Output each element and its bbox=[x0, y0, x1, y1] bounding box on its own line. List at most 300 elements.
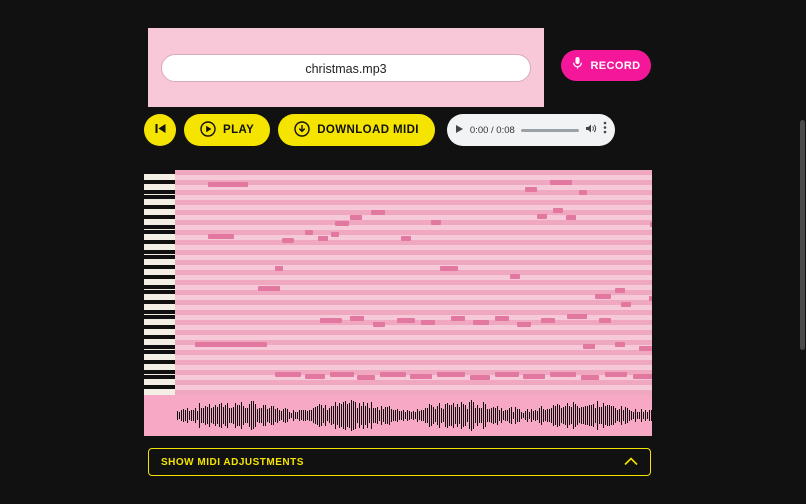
waveform-bar bbox=[221, 403, 222, 428]
waveform-bar bbox=[579, 408, 580, 423]
grid-row bbox=[175, 240, 652, 245]
kebab-menu-icon[interactable] bbox=[603, 121, 607, 139]
midi-note[interactable] bbox=[639, 346, 652, 351]
waveform-bar bbox=[433, 407, 434, 424]
waveform-bar bbox=[521, 412, 522, 420]
waveform-bar bbox=[479, 408, 480, 423]
midi-note[interactable] bbox=[275, 266, 283, 271]
waveform-bar bbox=[467, 409, 468, 423]
midi-note[interactable] bbox=[275, 372, 301, 377]
audio-time-display: 0:00 / 0:08 bbox=[469, 124, 515, 136]
piano-black-key[interactable] bbox=[144, 335, 175, 339]
waveform-bar bbox=[179, 412, 180, 420]
waveform-bar bbox=[389, 406, 390, 425]
waveform-bar bbox=[343, 402, 344, 429]
waveform-bar bbox=[385, 407, 386, 424]
page-scrollbar[interactable] bbox=[800, 120, 805, 350]
waveform-bar bbox=[195, 408, 196, 423]
download-circle-icon bbox=[294, 121, 310, 140]
waveform-bar bbox=[461, 402, 462, 430]
waveform-bar bbox=[505, 410, 506, 421]
midi-note[interactable] bbox=[525, 187, 537, 192]
piano-black-key[interactable] bbox=[144, 265, 175, 269]
piano-black-key[interactable] bbox=[144, 325, 175, 329]
waveform-bar bbox=[557, 404, 558, 427]
waveform-bar bbox=[213, 407, 214, 424]
waveform-bar bbox=[283, 409, 284, 423]
waveform-bar bbox=[543, 409, 544, 421]
play-button-label: PLAY bbox=[223, 124, 255, 136]
waveform-bar bbox=[205, 406, 206, 424]
waveform-bar bbox=[567, 403, 568, 429]
waveform-bar bbox=[507, 410, 508, 421]
waveform-bar bbox=[353, 401, 354, 431]
waveform-bar bbox=[181, 410, 182, 421]
midi-note[interactable] bbox=[282, 238, 294, 243]
midi-note[interactable] bbox=[650, 222, 652, 227]
waveform-bar bbox=[619, 409, 620, 421]
waveform-bar bbox=[237, 405, 238, 426]
waveform-bar bbox=[527, 409, 528, 422]
waveform-bar bbox=[539, 408, 540, 422]
waveform-bar bbox=[421, 410, 422, 421]
waveform-bar bbox=[569, 406, 570, 424]
waveform-bar bbox=[307, 411, 308, 419]
grid-row bbox=[175, 270, 652, 275]
waveform-bar bbox=[409, 411, 410, 421]
midi-note[interactable] bbox=[541, 318, 555, 323]
waveform-bar bbox=[369, 408, 370, 423]
midi-note[interactable] bbox=[581, 375, 599, 380]
piano-black-key[interactable] bbox=[144, 240, 175, 244]
waveform-display[interactable] bbox=[175, 395, 652, 436]
waveform-bar bbox=[231, 408, 232, 423]
grid-row bbox=[175, 300, 652, 305]
waveform-bar bbox=[275, 409, 276, 423]
chevron-up-icon bbox=[624, 453, 638, 471]
waveform-bar bbox=[471, 400, 472, 430]
waveform-bar bbox=[453, 403, 454, 428]
midi-note[interactable] bbox=[431, 220, 441, 225]
waveform-bar bbox=[639, 412, 640, 419]
waveform-bar bbox=[345, 401, 346, 430]
waveform-bar bbox=[609, 405, 610, 425]
midi-note[interactable] bbox=[350, 215, 362, 220]
waveform-bar bbox=[447, 403, 448, 428]
waveform-bar bbox=[509, 408, 510, 423]
waveform-bar bbox=[217, 407, 218, 424]
waveform-bar bbox=[265, 405, 266, 427]
waveform-bar bbox=[177, 411, 178, 421]
piano-roll[interactable] bbox=[144, 170, 652, 436]
grid-row bbox=[175, 350, 652, 355]
midi-note[interactable] bbox=[566, 215, 576, 220]
file-selection-bar bbox=[148, 28, 544, 107]
piano-black-key[interactable] bbox=[144, 290, 175, 294]
waveform-bar bbox=[597, 401, 598, 429]
waveform-bar bbox=[531, 409, 532, 422]
waveform-bar bbox=[375, 408, 376, 422]
audio-player[interactable] bbox=[447, 114, 615, 146]
piano-black-key[interactable] bbox=[144, 370, 175, 374]
waveform-bar bbox=[309, 410, 310, 420]
waveform-bar bbox=[497, 406, 498, 426]
waveform-bar bbox=[495, 408, 496, 422]
waveform-bar bbox=[281, 411, 282, 419]
waveform-bar bbox=[603, 403, 604, 428]
piano-keyboard[interactable] bbox=[144, 170, 175, 395]
waveform-bar bbox=[551, 408, 552, 423]
piano-black-key[interactable] bbox=[144, 225, 175, 229]
waveform-bar bbox=[329, 408, 330, 423]
waveform-bar bbox=[563, 407, 564, 424]
waveform-bar bbox=[297, 412, 298, 419]
restart-button[interactable] bbox=[144, 114, 176, 146]
waveform-bar bbox=[499, 410, 500, 421]
waveform-bar bbox=[455, 407, 456, 424]
waveform-bar bbox=[625, 407, 626, 424]
waveform-bar bbox=[595, 408, 596, 423]
audio-progress-slider[interactable] bbox=[521, 129, 579, 132]
waveform-bar bbox=[399, 411, 400, 419]
midi-note[interactable] bbox=[649, 296, 652, 301]
waveform-bar bbox=[373, 408, 374, 423]
piano-black-key[interactable] bbox=[144, 310, 175, 314]
waveform-bar bbox=[545, 410, 546, 420]
waveform-bar bbox=[397, 409, 398, 423]
midi-note[interactable] bbox=[615, 342, 625, 347]
midi-note[interactable] bbox=[599, 318, 611, 323]
midi-note[interactable] bbox=[258, 286, 280, 291]
show-midi-adjustments-label: SHOW MIDI ADJUSTMENTS bbox=[161, 456, 304, 468]
midi-note[interactable] bbox=[495, 316, 509, 321]
midi-note[interactable] bbox=[567, 314, 587, 319]
waveform-bar bbox=[415, 412, 416, 419]
waveform-bar bbox=[337, 406, 338, 426]
piano-black-key[interactable] bbox=[144, 345, 175, 349]
waveform-bar bbox=[361, 406, 362, 426]
waveform-bar bbox=[335, 402, 336, 429]
piano-black-key[interactable] bbox=[144, 300, 175, 304]
waveform-bar bbox=[295, 412, 296, 419]
midi-note[interactable] bbox=[357, 375, 375, 380]
waveform-bar bbox=[299, 410, 300, 421]
waveform-bar bbox=[635, 409, 636, 423]
waveform-bar bbox=[615, 408, 616, 422]
midi-note[interactable] bbox=[615, 288, 625, 293]
waveform-bar bbox=[547, 409, 548, 422]
midi-note[interactable] bbox=[633, 374, 652, 379]
waveform-bar bbox=[371, 402, 372, 428]
waveform-bar bbox=[381, 406, 382, 425]
waveform-bar bbox=[431, 405, 432, 426]
waveform-bar bbox=[441, 408, 442, 424]
waveform-bar bbox=[525, 411, 526, 419]
waveform-bar bbox=[519, 409, 520, 423]
show-midi-adjustments-button[interactable] bbox=[148, 448, 651, 476]
waveform-bar bbox=[649, 410, 650, 421]
keyboard-footer bbox=[144, 395, 175, 436]
waveform-bar bbox=[229, 408, 230, 423]
waveform-bar bbox=[241, 402, 242, 428]
waveform-bar bbox=[269, 408, 270, 423]
waveform-bar bbox=[185, 410, 186, 421]
waveform-bar bbox=[405, 412, 406, 418]
waveform-bar bbox=[301, 410, 302, 420]
midi-note[interactable] bbox=[553, 208, 563, 213]
piano-black-key[interactable] bbox=[144, 375, 175, 379]
midi-note[interactable] bbox=[523, 374, 545, 379]
waveform-bar bbox=[633, 412, 634, 419]
waveform-bar bbox=[187, 408, 188, 423]
waveform-bar bbox=[227, 403, 228, 429]
waveform-bar bbox=[351, 400, 352, 431]
midi-note[interactable] bbox=[335, 221, 349, 226]
waveform-bar bbox=[367, 403, 368, 429]
waveform-bar bbox=[279, 410, 280, 421]
waveform-bar bbox=[289, 412, 290, 418]
midi-note[interactable] bbox=[470, 375, 490, 380]
waveform-bar bbox=[473, 402, 474, 429]
waveform-bar bbox=[489, 409, 490, 423]
waveform-bar bbox=[223, 407, 224, 424]
midi-note[interactable] bbox=[517, 322, 531, 327]
waveform-bar bbox=[443, 409, 444, 422]
midi-note[interactable] bbox=[550, 372, 576, 377]
grid-row bbox=[175, 250, 652, 255]
midi-note[interactable] bbox=[440, 266, 458, 271]
piano-black-key[interactable] bbox=[144, 190, 175, 194]
waveform-bar bbox=[349, 403, 350, 428]
play-button[interactable] bbox=[184, 114, 270, 146]
midi-note[interactable] bbox=[605, 372, 627, 377]
waveform-bar bbox=[541, 406, 542, 425]
waveform-bar bbox=[561, 408, 562, 424]
waveform-bar bbox=[391, 409, 392, 422]
waveform-bar bbox=[193, 410, 194, 421]
waveform-bar bbox=[219, 404, 220, 428]
midi-note[interactable] bbox=[495, 372, 519, 377]
waveform-bar bbox=[257, 409, 258, 421]
piano-black-key[interactable] bbox=[144, 170, 175, 174]
waveform-bar bbox=[293, 410, 294, 422]
midi-note[interactable] bbox=[621, 302, 631, 307]
waveform-bar bbox=[601, 407, 602, 424]
piano-black-key[interactable] bbox=[144, 350, 175, 354]
grid-row bbox=[175, 230, 652, 235]
midi-note[interactable] bbox=[318, 236, 328, 241]
waveform-bar bbox=[641, 409, 642, 421]
waveform-bar bbox=[529, 412, 530, 420]
waveform-bar bbox=[555, 406, 556, 424]
waveform-bar bbox=[459, 407, 460, 424]
waveform-bar bbox=[377, 407, 378, 424]
waveform-bar bbox=[387, 407, 388, 424]
waveform-bar bbox=[379, 410, 380, 421]
waveform-bar bbox=[585, 406, 586, 426]
waveform-bar bbox=[429, 404, 430, 427]
waveform-bar bbox=[211, 408, 212, 423]
piano-black-key[interactable] bbox=[144, 285, 175, 289]
waveform-bar bbox=[285, 408, 286, 422]
waveform-bar bbox=[255, 404, 256, 427]
waveform-bar bbox=[327, 410, 328, 421]
grid-row bbox=[175, 360, 652, 365]
waveform-bar bbox=[425, 408, 426, 423]
midi-note[interactable] bbox=[305, 374, 325, 379]
waveform-bar bbox=[565, 406, 566, 426]
midi-note[interactable] bbox=[595, 294, 611, 299]
waveform-bar bbox=[589, 405, 590, 427]
waveform-bar bbox=[239, 405, 240, 426]
piano-black-key[interactable] bbox=[144, 385, 175, 389]
waveform-bar bbox=[607, 405, 608, 427]
waveform-bar bbox=[439, 403, 440, 428]
record-button[interactable] bbox=[561, 50, 651, 81]
waveform-bar bbox=[517, 409, 518, 423]
waveform-bar bbox=[331, 406, 332, 425]
waveform-bar bbox=[277, 408, 278, 423]
midi-note[interactable] bbox=[208, 234, 234, 239]
waveform-bar bbox=[631, 411, 632, 419]
waveform-bar bbox=[263, 405, 264, 427]
midi-note[interactable] bbox=[583, 344, 595, 349]
waveform-bar bbox=[537, 411, 538, 421]
waveform-bar bbox=[413, 411, 414, 419]
waveform-bar bbox=[247, 408, 248, 424]
grid-row bbox=[175, 170, 652, 175]
waveform-bar bbox=[629, 410, 630, 422]
piano-black-key[interactable] bbox=[144, 215, 175, 219]
grid-row bbox=[175, 200, 652, 205]
midi-note[interactable] bbox=[330, 372, 354, 377]
waveform-bar bbox=[197, 411, 198, 421]
waveform-bar bbox=[493, 407, 494, 424]
waveform-bar bbox=[323, 408, 324, 423]
piano-black-key[interactable] bbox=[144, 275, 175, 279]
waveform-bar bbox=[583, 407, 584, 425]
midi-note[interactable] bbox=[579, 190, 587, 195]
grid-row bbox=[175, 330, 652, 335]
midi-note[interactable] bbox=[208, 182, 248, 187]
waveform-bar bbox=[261, 408, 262, 423]
note-grid[interactable] bbox=[175, 170, 652, 395]
piano-black-key[interactable] bbox=[144, 230, 175, 234]
waveform-bar bbox=[511, 407, 512, 425]
waveform-bar bbox=[423, 410, 424, 421]
waveform-bar bbox=[243, 406, 244, 426]
midi-note[interactable] bbox=[373, 322, 385, 327]
waveform-bar bbox=[363, 402, 364, 429]
midi-note[interactable] bbox=[397, 318, 415, 323]
midi-note[interactable] bbox=[537, 214, 547, 219]
midi-note[interactable] bbox=[437, 372, 465, 377]
piano-black-key[interactable] bbox=[144, 250, 175, 254]
waveform-bar bbox=[315, 407, 316, 424]
play-icon[interactable] bbox=[455, 121, 464, 139]
piano-black-key[interactable] bbox=[144, 195, 175, 199]
download-midi-label: DOWNLOAD MIDI bbox=[317, 124, 419, 136]
midi-note[interactable] bbox=[421, 320, 435, 325]
volume-icon[interactable] bbox=[585, 121, 597, 139]
waveform-bar bbox=[553, 405, 554, 426]
grid-row bbox=[175, 380, 652, 385]
waveform-bar bbox=[451, 405, 452, 426]
midi-note[interactable] bbox=[331, 232, 339, 237]
waveform-bar bbox=[513, 412, 514, 419]
waveform-bar bbox=[651, 410, 652, 422]
waveform-bar bbox=[515, 407, 516, 424]
waveform-bar bbox=[417, 409, 418, 422]
midi-note[interactable] bbox=[510, 274, 520, 279]
record-button-label: RECORD bbox=[590, 59, 641, 72]
midi-note[interactable] bbox=[401, 236, 411, 241]
waveform-bar bbox=[503, 411, 504, 421]
waveform-bar bbox=[449, 405, 450, 425]
waveform-bar bbox=[357, 408, 358, 422]
piano-black-key[interactable] bbox=[144, 360, 175, 364]
piano-black-key[interactable] bbox=[144, 205, 175, 209]
waveform-bar bbox=[259, 408, 260, 424]
waveform-bar bbox=[523, 413, 524, 419]
filename-input[interactable]: christmas.mp3 bbox=[161, 54, 531, 82]
waveform-bar bbox=[225, 405, 226, 425]
midi-note[interactable] bbox=[195, 342, 267, 347]
waveform-bar bbox=[311, 410, 312, 420]
waveform-bar bbox=[427, 408, 428, 424]
waveform-bar bbox=[411, 412, 412, 419]
waveform-bar bbox=[645, 410, 646, 421]
piano-black-key[interactable] bbox=[144, 255, 175, 259]
midi-note[interactable] bbox=[305, 230, 313, 235]
waveform-bar bbox=[445, 404, 446, 428]
waveform-bar bbox=[599, 407, 600, 425]
midi-note[interactable] bbox=[451, 316, 465, 321]
waveform-bar bbox=[463, 404, 464, 426]
waveform-bar bbox=[321, 405, 322, 426]
waveform-bar bbox=[477, 405, 478, 425]
waveform-bar bbox=[587, 406, 588, 424]
waveform-bar bbox=[501, 408, 502, 422]
waveform-bar bbox=[573, 402, 574, 428]
waveform-bar bbox=[383, 409, 384, 422]
midi-note[interactable] bbox=[550, 180, 572, 185]
midi-note[interactable] bbox=[371, 210, 385, 215]
waveform-bar bbox=[533, 411, 534, 420]
waveform-bar bbox=[319, 404, 320, 426]
midi-note[interactable] bbox=[410, 374, 432, 379]
grid-row bbox=[175, 290, 652, 295]
midi-note[interactable] bbox=[350, 316, 364, 321]
piano-black-key[interactable] bbox=[144, 315, 175, 319]
waveform-bar bbox=[637, 412, 638, 418]
waveform-bar bbox=[313, 408, 314, 423]
waveform-bar bbox=[643, 412, 644, 418]
midi-note[interactable] bbox=[320, 318, 342, 323]
waveform-bar bbox=[273, 406, 274, 425]
download-midi-button[interactable] bbox=[278, 114, 435, 146]
waveform-bar bbox=[201, 408, 202, 423]
piano-black-key[interactable] bbox=[144, 180, 175, 184]
midi-note[interactable] bbox=[473, 320, 489, 325]
waveform-bar bbox=[559, 405, 560, 427]
waveform-bar bbox=[347, 404, 348, 426]
midi-note[interactable] bbox=[380, 372, 406, 377]
waveform-bar bbox=[621, 406, 622, 424]
waveform-bar bbox=[465, 405, 466, 425]
waveform-bar bbox=[613, 406, 614, 424]
waveform-bar bbox=[627, 408, 628, 423]
